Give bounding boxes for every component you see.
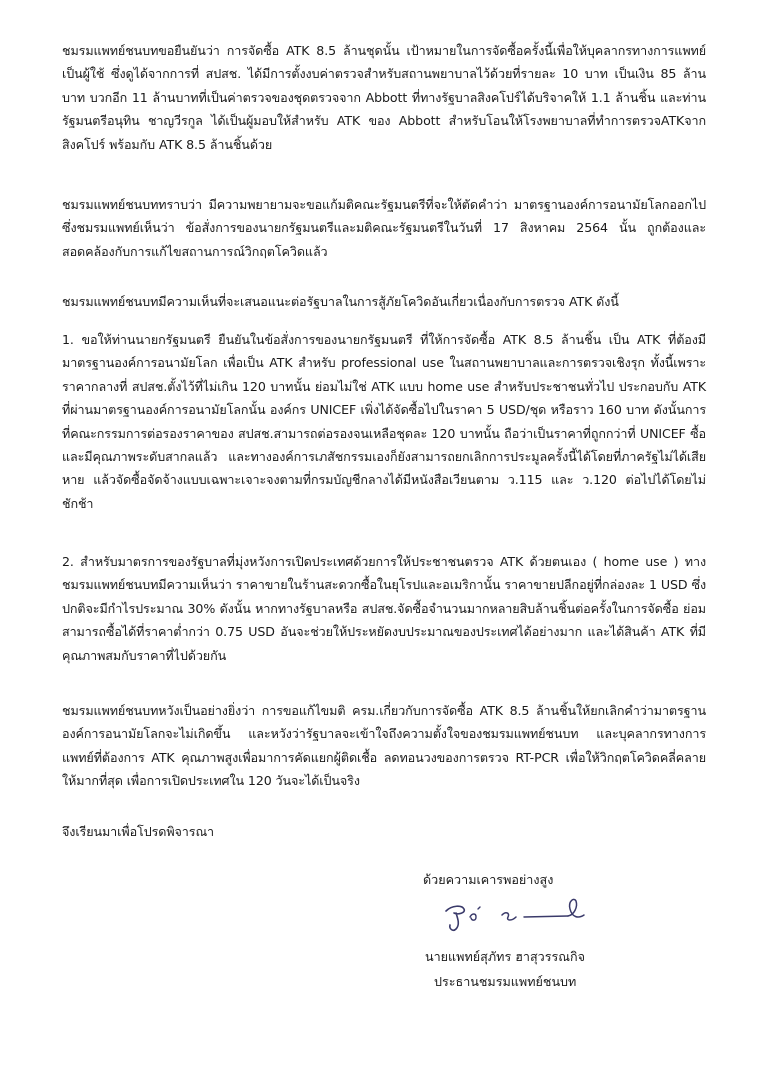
closing-salutation: ด้วยความเคารพอย่างสูง <box>423 872 554 887</box>
paragraph-hope: ชมรมแพทย์ชนบทหวังเป็นอย่างยิ่งว่า การขอแก้ไขมติ ครม.เกี่ยวกับการจัดซื้อ ATK 8.5 ล้านชิ้นให้ยกเลิกคำว่ามาตรฐานองค์การอนามัยโลกจะไม่เกิดขึ้น และหวังว่ารัฐบาลจะเข้าใจถึงความตั้งใจของชมรมแพทย์ชนบท และบุคลากรทางการแพทย์ที่ต้องการ ATK คุณภาพสูงเพื่อมาการคัดแยกผู้ติดเชื้อ ลดทอนวงของการตรวจ RT-PCR เพื่อให้วิกฤตโควิดคลี่คลายให้มากที่สุด เพื่อการเปิดประเทศใน 120 วันจะได้เป็นจริง <box>62 703 706 789</box>
signer-name: นายแพทย์สุภัทร ฮาสุวรรณกิจ <box>425 949 585 964</box>
paragraph-recommendations-intro: ชมรมแพทย์ชนบทมีความเห็นที่จะเสนอแนะต่อรัฐบาลในการสู้ภัยโควิดอันเกี่ยวเนื่องกับการตรวจ ATK ดังนี้ <box>62 294 619 309</box>
paragraph-recommendation-1: 1. ขอให้ท่านนายกรัฐมนตรี ยืนยันในข้อสั่งการของนายกรัฐมนตรี ที่ให้การจัดซื้อ ATK 8.5 ล้านชิ้น เป็น ATK ที่ต้องมีมาตรฐานองค์การอนามัยโลก เพื่อเป็น ATK สำหรับ professional use ในสถานพยาบาลและการตรวจเชิงรุก ทั้งนี้เพราะราคากลางที่ สปสช.ตั้งไว้ที่ไม่เกิน 120 บาทนั้น ย่อมไม่ใช่ ATK แบบ home use สำหรับประชาชนทั่วไป ประกอบกับ ATK ที่ผ่านมาตรฐานองค์การอนามัยโลกนั้น องค์กร UNICEF เพิ่งได้จัดซื้อไปในราคา 5 USD/ชุด หรือราว 160 บาท ดังนั้นการที่คณะกรรมการต่อรองราคาของ สปสช.สามารถต่อรองจนเหลือชุดละ 120 บาทนั้น ถือว่าเป็นราคาที่ถูกกว่าที่ UNICEF ซื้อและมีคุณภาพระดับสากลแล้ว และทางองค์การเภสัชกรรมเองก็ยังสามารถยกเลิกการประมูลครั้งนี้ได้โดยที่ภาครัฐไม่ได้เสียหาย แล้วจัดซื้อจัดจ้างแบบเฉพาะเจาะจงตามที่กรมบัญชีกลางได้มีหนังสือเวียนตาม ว.115 และ ว.120 ต่อไปได้โดยไม่ชักช้า <box>62 332 706 511</box>
paragraph-cabinet-resolution: ชมรมแพทย์ชนบททราบว่า มีความพยายามจะขอแก้มติคณะรัฐมนตรีที่จะให้ตัดคำว่า มาตรฐานองค์การอนามัยโลกออกไป ซึ่งชมรมแพทย์เห็นว่า ข้อสั่งการของนายกรัฐมนตรีและมติคณะรัฐมนตรีในวันที่ 17 สิงหาคม 2564 นั้น ถูกต้องและสอดคล้องกับการแก้ไขสถานการณ์วิกฤตโควิดแล้ว <box>62 197 706 259</box>
paragraph-request: จึงเรียนมาเพื่อโปรดพิจารณา <box>62 824 215 839</box>
paragraph-recommendation-2: 2. สำหรับมาตรการของรัฐบาลที่มุ่งหวังการเปิดประเทศด้วยการให้ประชาชนตรวจ ATK ด้วยตนเอง ( home use ) ทางชมรมแพทย์ชนบทมีความเห็นว่า ราคาขายในร้านสะดวกซื้อในยุโรปและอเมริกานั้น ราคาขายปลีกอยู่ที่กล่องละ 1 USD ซึ่งปกติจะมีกำไรประมาณ 30% ดังนั้น หากทางรัฐบาลหรือ สปสช.จัดซื้อจำนวนมากหลายสิบล้านชิ้นต่อครั้งในการจัดซื้อ ย่อมสามารถซื้อได้ที่ราคาต่ำกว่า 0.75 USD อันจะช่วยให้ประหยัดงบประมาณของประเทศได้อย่างมาก และได้สินค้า ATK ที่มีคุณภาพสมกับราคาที่ไปด้วยกัน <box>62 554 706 663</box>
signer-title: ประธานชมรมแพทย์ชนบท <box>434 974 577 989</box>
paragraph-atk-purpose: ชมรมแพทย์ชนบทขอยืนยันว่า การจัดซื้อ ATK 8.5 ล้านชุดนั้น เป้าหมายในการจัดซื้อครั้งนี้เพื่อให้บุคลากรทางการแพทย์เป็นผู้ใช้ ซึ่งดูได้จากการที่ สปสช. ได้มีการตั้งงบค่าตรวจสำหรับสถานพยาบาลไว้ด้วยที่รายละ 10 บาท เป็นเงิน 85 ล้านบาท บวกอีก 11 ล้านบาทที่เป็นค่าตรวจของชุดตรวจจาก Abbott ที่ทางรัฐบาลสิงคโปร์ได้บริจาคให้ 1.1 ล้านชิ้น และท่านรัฐมนตรีอนุทิน ชาญวีรกูล ได้เป็นผู้มอบให้สำหรับ ATK ของ Abbott สำหรับโอนให้โรงพยาบาลที่ทำการตรวจATKจากสิงคโปร์ พร้อมกับ ATK 8.5 ล้านชิ้นด้วย <box>62 43 706 152</box>
handwritten-signature <box>440 895 590 935</box>
